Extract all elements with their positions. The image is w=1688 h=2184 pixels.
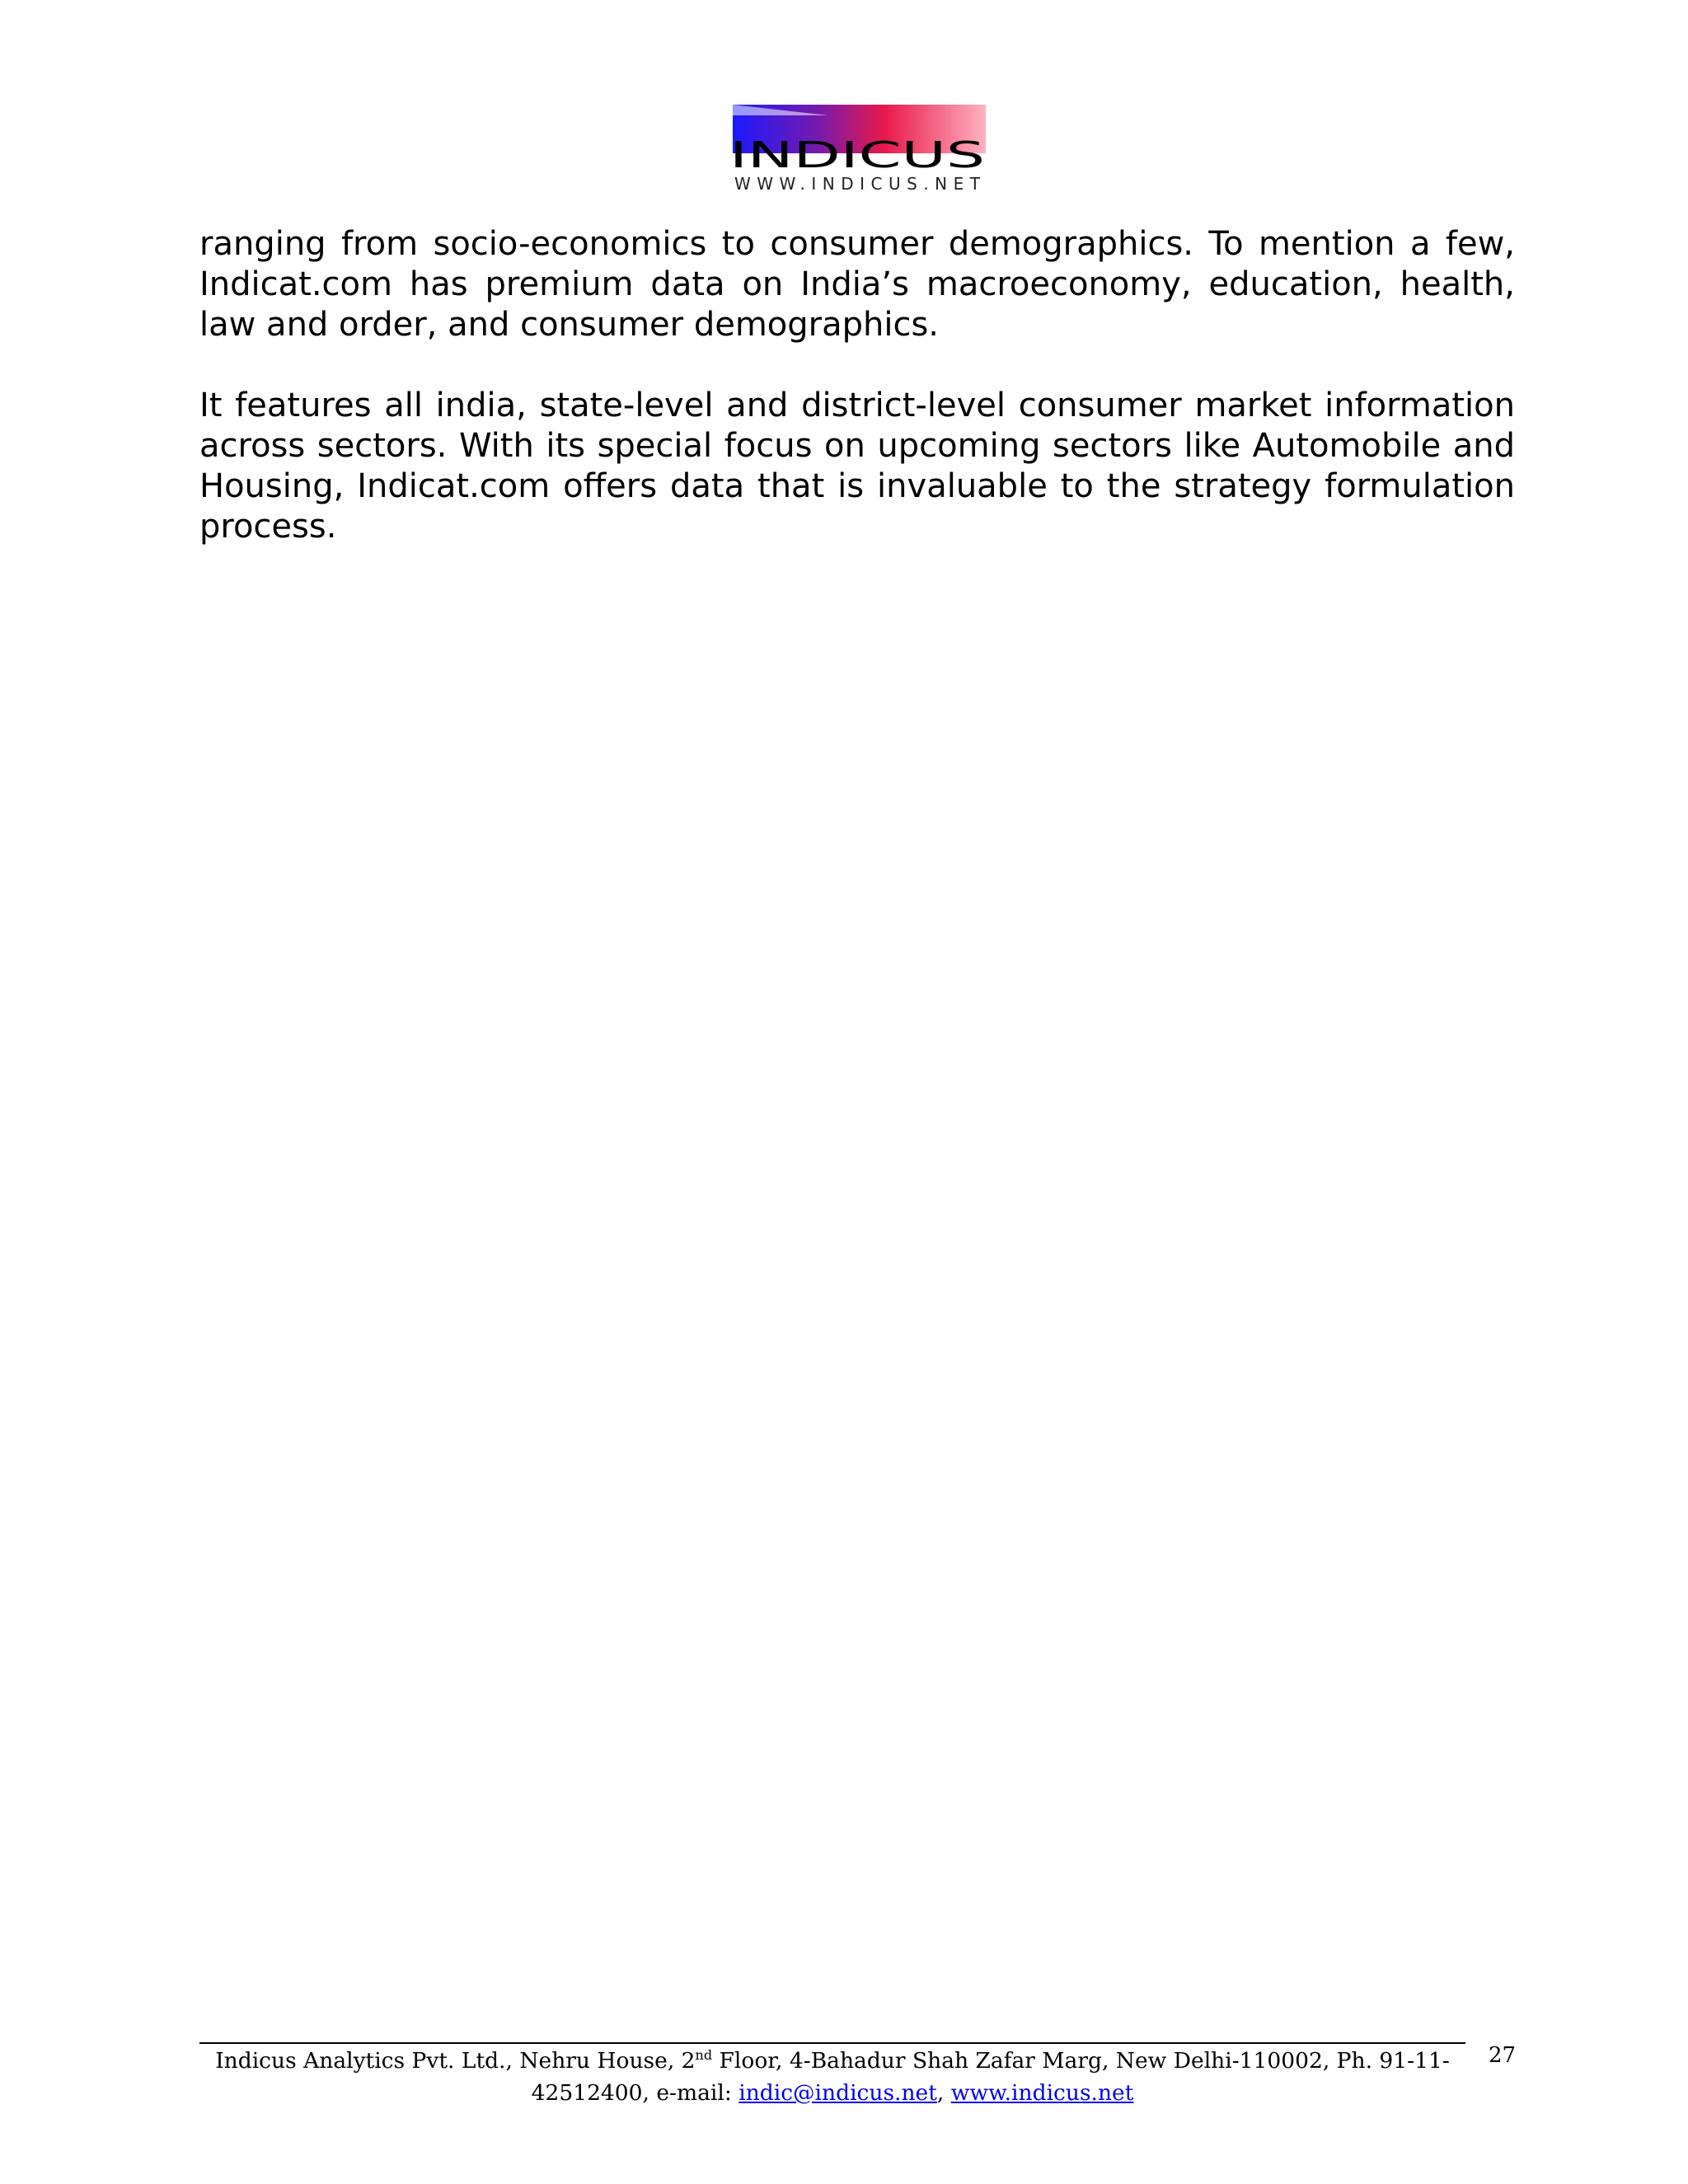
footer-website-link[interactable]: www.indicus.net xyxy=(950,2080,1134,2106)
footer-address-start: Indicus Analytics Pvt. Ltd., Nehru House, 2 xyxy=(215,2048,696,2074)
footer-separator: , xyxy=(936,2080,951,2106)
body-paragraph-2: It features all india, state-level and district-level consumer market information across sectors. With its special focus on upcoming sectors like Automobile and Housing, Indicat.com offers data that is invaluable to the strategy formulation process. xyxy=(199,387,1515,546)
indicus-logo xyxy=(729,104,987,194)
page-number: 27 xyxy=(1489,2043,1517,2068)
indicus-logo-graphic xyxy=(729,104,987,194)
logo-wordmark: INDICUS xyxy=(729,134,985,176)
logo-url: WWW.INDICUS.NET xyxy=(734,174,980,194)
footer-address xyxy=(199,2045,1465,2109)
footer-divider xyxy=(199,2042,1465,2044)
footer-ordinal-suffix: nd xyxy=(695,2047,713,2064)
footer-address-rest: Floor, 4-Bahadur Shah Zafar Marg, New Delhi-110002, Ph. 91-11-42512400, e-mail: xyxy=(531,2048,1450,2106)
footer-email-link[interactable]: indic@indicus.net xyxy=(738,2080,937,2106)
body-paragraph-1: ranging from socio-economics to consumer demographics. To mention a few, Indicat.com has premium data on India’s macroeconomy, education, health, law and order, and consumer demographics. xyxy=(199,225,1515,344)
